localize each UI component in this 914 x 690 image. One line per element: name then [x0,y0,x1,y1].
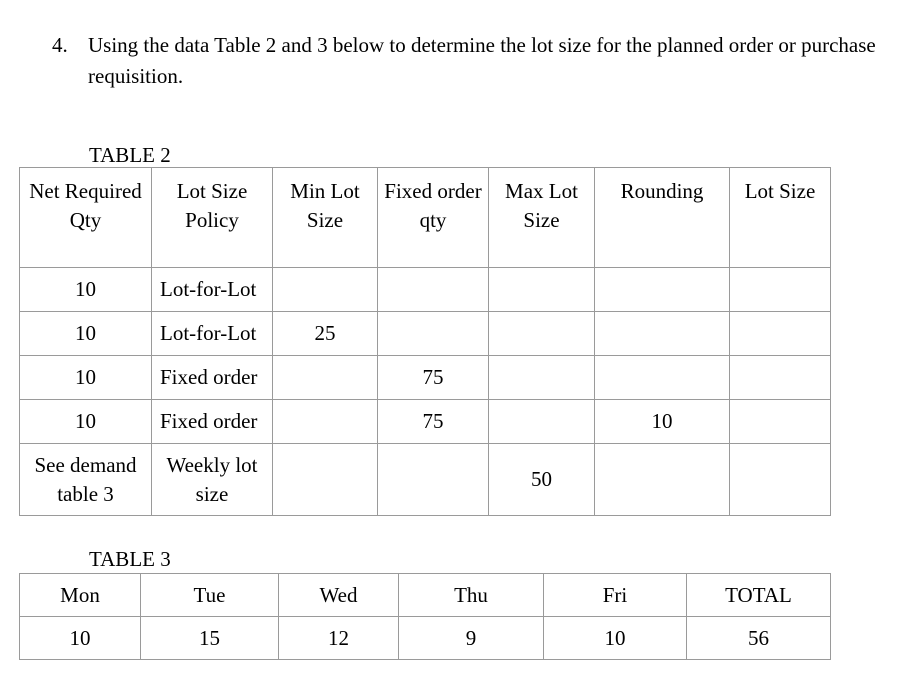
table2-cell [273,356,378,400]
table2-cell [595,312,730,356]
table2-header-cell: Max Lot Size [489,168,595,268]
table3-cell: 15 [141,617,279,660]
table-row [20,268,831,312]
table2-cell [595,268,730,312]
table3-caption: TABLE 3 [89,547,171,571]
table2-cell: 10 [20,268,152,312]
table2-cell: Lot-for-Lot [152,268,273,312]
table2-cell [378,268,489,312]
table2-cell [489,356,595,400]
table2-cell: See demand table 3 [20,444,152,516]
table3-header-cell: Mon [20,574,141,617]
table3-cell: 10 [544,617,687,660]
question-text: Using the data Table 2 and 3 below to determine the lot size for the planned order or purchase requisition. [88,33,876,88]
table2-cell [489,400,595,444]
table2-cell [378,312,489,356]
table3-header-cell: TOTAL [687,574,831,617]
table-row [20,356,831,400]
table3-header-cell: Wed [279,574,399,617]
table3-header-cell: Fri [544,574,687,617]
table2-cell: 10 [20,400,152,444]
table3 [19,573,831,660]
table2-header-cell: Fixed order qty [378,168,489,268]
table3-header-cell: Tue [141,574,279,617]
table-row [20,444,831,516]
table2-cell: 25 [273,312,378,356]
table2-cell: 10 [595,400,730,444]
table2-header-row [20,168,831,268]
table-row [20,617,831,660]
question [52,30,892,92]
table2-cell: Lot-for-Lot [152,312,273,356]
table2-cell: Fixed order [152,356,273,400]
table2-header-cell: Min Lot Size [273,168,378,268]
table2-cell [595,356,730,400]
table2-cell [730,268,831,312]
table2-cell [730,400,831,444]
table2-cell: 10 [20,356,152,400]
table-row [20,400,831,444]
table2-cell [273,268,378,312]
table2-cell: Fixed order [152,400,273,444]
table2-cell: 50 [489,444,595,516]
table2-cell [273,400,378,444]
table3-cell: 9 [399,617,544,660]
table2-caption: TABLE 2 [89,143,171,167]
table2-cell [378,444,489,516]
table3-header-cell: Thu [399,574,544,617]
table2-cell [489,268,595,312]
table-row [20,312,831,356]
table2-cell: Weekly lot size [152,444,273,516]
question-number: 4. [52,33,68,57]
table2-cell [730,312,831,356]
table2-cell [273,444,378,516]
table2-cell: 10 [20,312,152,356]
table3-header-row [20,574,831,617]
table2-cell [595,444,730,516]
table2-cell [730,356,831,400]
table2 [19,167,831,516]
table3-cell: 56 [687,617,831,660]
table2-header-cell: Net Required Qty [20,168,152,268]
table2-header-cell: Lot Size Policy [152,168,273,268]
table2-cell [730,444,831,516]
table2-cell: 75 [378,400,489,444]
table2-cell [489,312,595,356]
table2-cell: 75 [378,356,489,400]
table2-header-cell: Lot Size [730,168,831,268]
table3-cell: 12 [279,617,399,660]
table2-header-cell: Rounding [595,168,730,268]
table3-cell: 10 [20,617,141,660]
